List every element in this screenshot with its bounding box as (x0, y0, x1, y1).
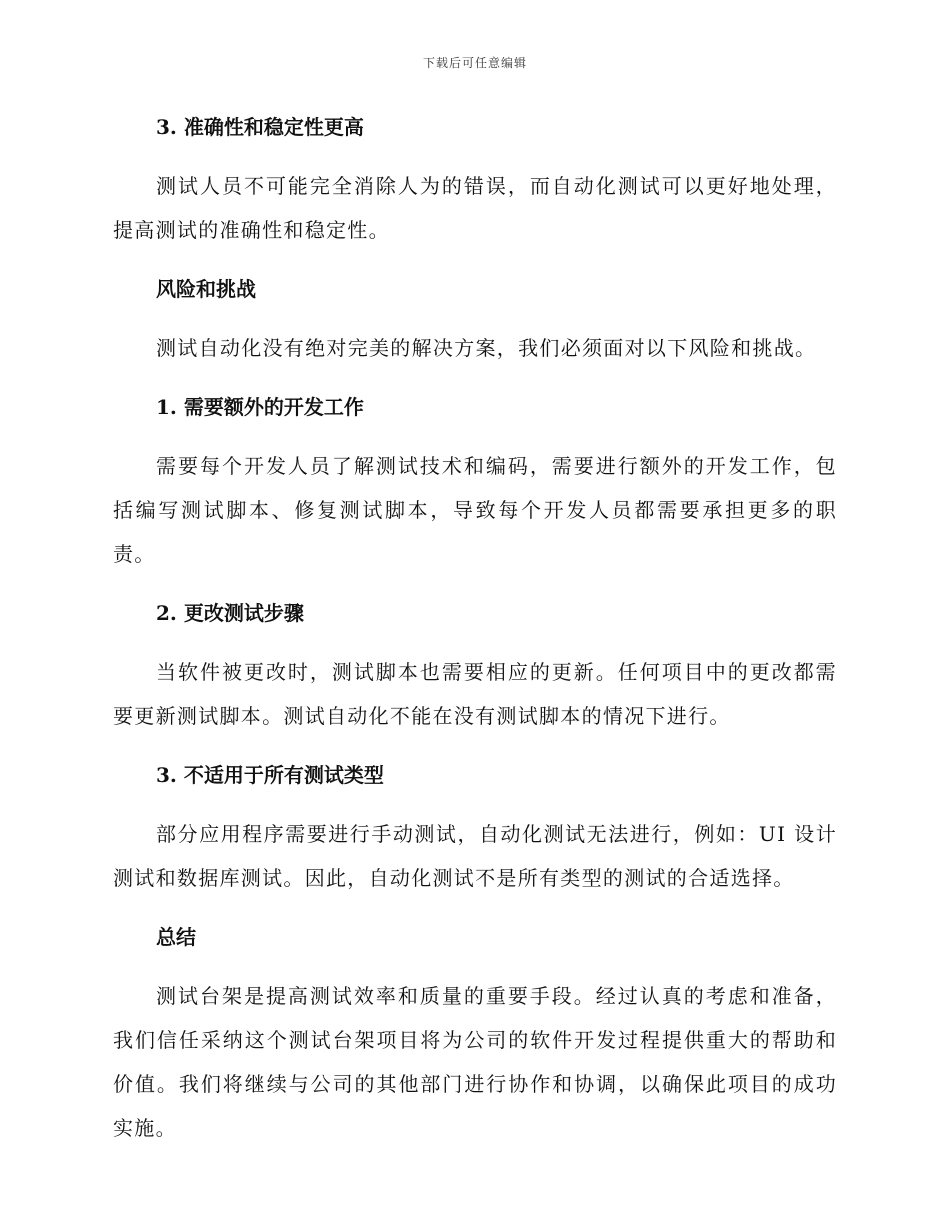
section-heading-not-all-types: 3. 不适用于所有测试类型 (156, 763, 384, 787)
section-heading-summary: 总结 (156, 925, 196, 949)
section-heading-extra-dev: 1. 需要额外的开发工作 (156, 395, 364, 419)
section-heading-accuracy: 3. 准确性和稳定性更高 (156, 115, 364, 139)
section-heading-risks: 风险和挑战 (156, 277, 256, 301)
page-header: 下载后可任意编辑 (422, 56, 527, 70)
paragraph-accuracy: 测试人员不可能完全消除人为的错误，而自动化测试可以更好地处理，提高测试的准确性和稳定性。 (113, 174, 837, 242)
document-body (113, 108, 837, 1168)
paragraph-not-all-types: 部分应用程序需要进行手动测试，自动化测试无法进行，例如：UI 设计测试和数据库测试。因此，自动化测试不是所有类型的测试的合适选择。 (113, 822, 837, 890)
section-heading-change-steps: 2. 更改测试步骤 (156, 601, 304, 625)
paragraph-change-steps: 当软件被更改时，测试脚本也需要相应的更新。任何项目中的更改都需要更新测试脚本。测试自动化不能在没有测试脚本的情况下进行。 (113, 660, 837, 728)
paragraph-risks-intro: 测试自动化没有绝对完美的解决方案，我们必须面对以下风险和挑战。 (156, 336, 817, 360)
paragraph-extra-dev: 需要每个开发人员了解测试技术和编码，需要进行额外的开发工作，包括编写测试脚本、修复测试脚本，导致每个开发人员都需要承担更多的职责。 (113, 454, 837, 566)
paragraph-summary: 测试台架是提高测试效率和质量的重要手段。经过认真的考虑和准备，我们信任采纳这个测试台架项目将为公司的软件开发过程提供重大的帮助和价值。我们将继续与公司的其他部门进行协作和协调，以确保此项目的成功实施。 (113, 984, 837, 1140)
